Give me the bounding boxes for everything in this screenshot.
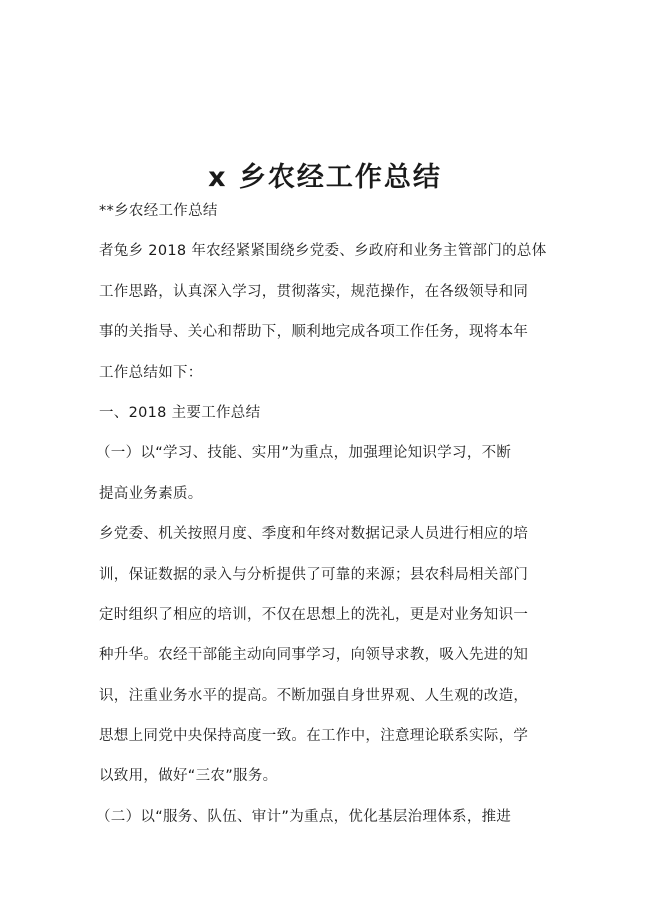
paragraph-line: 乡党委、机关按照月度、季度和年终对数据记录人员进行相应的培 (99, 526, 529, 543)
paragraph-line: 者兔乡 2018 年农经紧紧围绕乡党委、乡政府和业务主管部门的总体 (99, 243, 547, 260)
subtitle-line: **乡农经工作总结 (99, 203, 218, 219)
paragraph-line: 种升华。农经干部能主动向同事学习，向领导求教，吸入先进的知 (99, 647, 529, 664)
paragraph-line: 以致用，做好“三农”服务。 (99, 768, 278, 785)
subsection-heading-continued: 提高业务素质。 (99, 485, 203, 502)
document-body (96, 201, 561, 847)
paragraph-line: 定时组织了相应的培训，不仅在思想上的洗礼，更是对业务知识一 (99, 606, 529, 623)
paragraph-line: 工作总结如下： (99, 364, 203, 381)
section-heading: 一、2018 主要工作总结 (99, 404, 261, 421)
subsection-heading: （二）以“服务、队伍、审计”为重点，优化基层治理体系，推进 (96, 808, 512, 825)
paragraph-line: 训，保证数据的录入与分析提供了可靠的来源；县农科局相关部门 (99, 566, 529, 583)
document-title: x 乡农经工作总结 (208, 162, 442, 193)
paragraph-line: 识，注重业务水平的提高。不断加强自身世界观、人生观的改造， (99, 687, 529, 704)
paragraph-line: 思想上同党中央保持高度一致。在工作中，注意理论联系实际，学 (99, 728, 529, 745)
paragraph-line: 工作思路，认真深入学习，贯彻落实，规范操作，在各级领导和同 (99, 283, 529, 300)
paragraph-line: 事的关指导、关心和帮助下，顺利地完成各项工作任务，现将本年 (99, 324, 529, 341)
subsection-heading: （一）以“学习、技能、实用”为重点，加强理论知识学习，不断 (96, 445, 512, 462)
